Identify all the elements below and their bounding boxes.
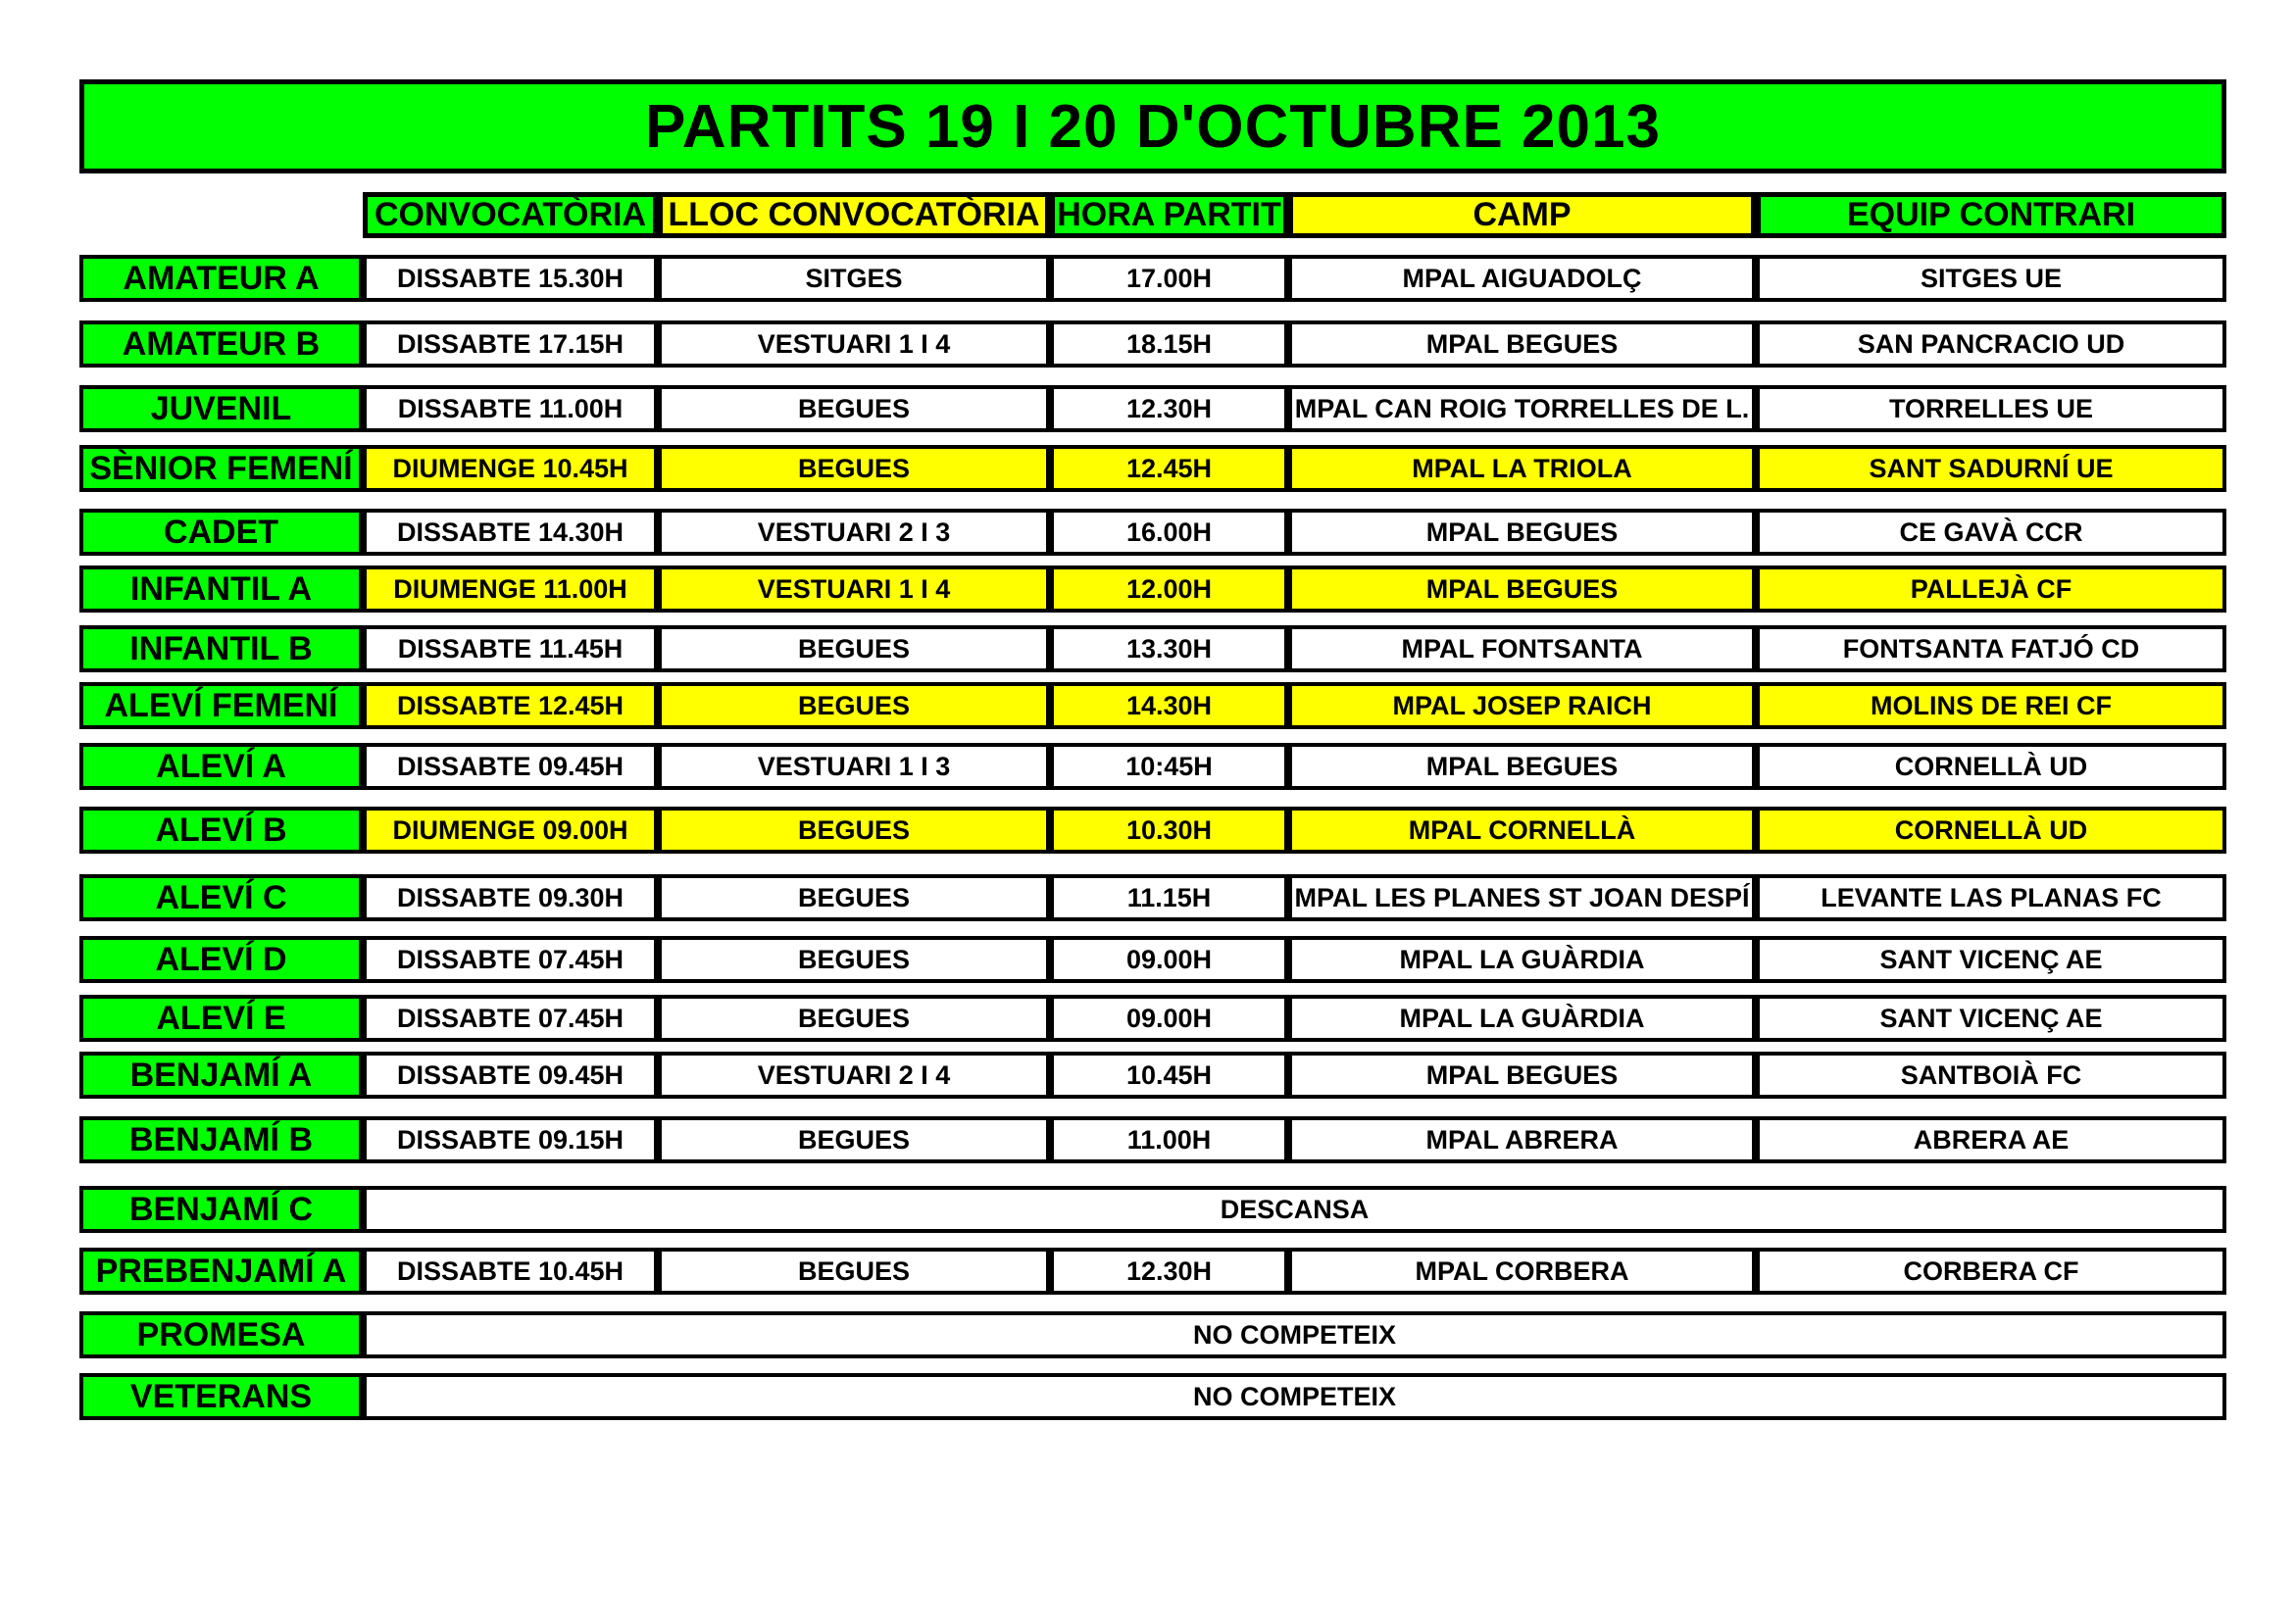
cell-lloc-convocatoria-alevi-b: BEGUES [658,807,1050,854]
page-title: PARTITS 19 I 20 D'OCTUBRE 2013 [79,79,2226,173]
cell-convocatoria-infantil-b: DISSABTE 11.45H [363,625,658,672]
cell-hora-partit-alevi-d: 09.00H [1050,936,1288,983]
cell-equip-contrari-senior-femeni: SANT SADURNÍ UE [1756,445,2226,492]
cell-equip-contrari-benjami-b: ABRERA AE [1756,1116,2226,1163]
cell-lloc-convocatoria-infantil-b: BEGUES [658,625,1050,672]
column-header-camp: CAMP [1288,192,1756,238]
cell-hora-partit-prebenjami-a: 12.30H [1050,1248,1288,1295]
team-label-benjami-c: BENJAMÍ C [79,1186,363,1233]
cell-camp-alevi-femeni: MPAL JOSEP RAICH [1288,682,1756,729]
cell-camp-alevi-b: MPAL CORNELLÀ [1288,807,1756,854]
cell-camp-benjami-a: MPAL BEGUES [1288,1052,1756,1099]
team-label-infantil-b: INFANTIL B [79,625,363,672]
row-status-promesa: NO COMPETEIX [363,1311,2226,1358]
cell-lloc-convocatoria-alevi-c: BEGUES [658,874,1050,921]
cell-equip-contrari-prebenjami-a: CORBERA CF [1756,1248,2226,1295]
team-label-alevi-a: ALEVÍ A [79,743,363,790]
team-label-alevi-d: ALEVÍ D [79,936,363,983]
cell-lloc-convocatoria-alevi-d: BEGUES [658,936,1050,983]
cell-camp-alevi-a: MPAL BEGUES [1288,743,1756,790]
cell-camp-alevi-d: MPAL LA GUÀRDIA [1288,936,1756,983]
team-label-amateur-b: AMATEUR B [79,320,363,368]
team-label-infantil-a: INFANTIL A [79,566,363,613]
cell-equip-contrari-infantil-b: FONTSANTA FATJÓ CD [1756,625,2226,672]
cell-convocatoria-alevi-femeni: DISSABTE 12.45H [363,682,658,729]
row-status-benjami-c: DESCANSA [363,1186,2226,1233]
cell-lloc-convocatoria-amateur-b: VESTUARI 1 I 4 [658,320,1050,368]
cell-lloc-convocatoria-alevi-femeni: BEGUES [658,682,1050,729]
column-header-hora-partit: HORA PARTIT [1050,192,1288,238]
cell-hora-partit-benjami-a: 10.45H [1050,1052,1288,1099]
cell-equip-contrari-amateur-a: SITGES UE [1756,255,2226,302]
cell-lloc-convocatoria-senior-femeni: BEGUES [658,445,1050,492]
cell-camp-benjami-b: MPAL ABRERA [1288,1116,1756,1163]
cell-lloc-convocatoria-benjami-a: VESTUARI 2 I 4 [658,1052,1050,1099]
team-label-senior-femeni: SÈNIOR FEMENÍ [79,445,363,492]
cell-camp-senior-femeni: MPAL LA TRIOLA [1288,445,1756,492]
cell-convocatoria-amateur-a: DISSABTE 15.30H [363,255,658,302]
cell-camp-cadet: MPAL BEGUES [1288,509,1756,556]
team-label-alevi-c: ALEVÍ C [79,874,363,921]
column-header-lloc-convocatoria: LLOC CONVOCATÒRIA [658,192,1050,238]
cell-convocatoria-alevi-a: DISSABTE 09.45H [363,743,658,790]
team-label-cadet: CADET [79,509,363,556]
column-header-convocatoria: CONVOCATÒRIA [363,192,658,238]
cell-convocatoria-alevi-c: DISSABTE 09.30H [363,874,658,921]
cell-camp-infantil-a: MPAL BEGUES [1288,566,1756,613]
column-header-equip-contrari: EQUIP CONTRARI [1756,192,2226,238]
cell-camp-alevi-c: MPAL LES PLANES ST JOAN DESPÍ [1288,874,1756,921]
cell-equip-contrari-infantil-a: PALLEJÀ CF [1756,566,2226,613]
team-label-alevi-femeni: ALEVÍ FEMENÍ [79,682,363,729]
cell-lloc-convocatoria-amateur-a: SITGES [658,255,1050,302]
cell-convocatoria-alevi-b: DIUMENGE 09.00H [363,807,658,854]
cell-convocatoria-juvenil: DISSABTE 11.00H [363,385,658,432]
team-label-amateur-a: AMATEUR A [79,255,363,302]
team-label-alevi-e: ALEVÍ E [79,995,363,1042]
cell-equip-contrari-alevi-b: CORNELLÀ UD [1756,807,2226,854]
cell-camp-prebenjami-a: MPAL CORBERA [1288,1248,1756,1295]
cell-lloc-convocatoria-alevi-e: BEGUES [658,995,1050,1042]
cell-convocatoria-alevi-e: DISSABTE 07.45H [363,995,658,1042]
team-label-prebenjami-a: PREBENJAMÍ A [79,1248,363,1295]
cell-lloc-convocatoria-prebenjami-a: BEGUES [658,1248,1050,1295]
team-label-veterans: VETERANS [79,1373,363,1420]
cell-convocatoria-benjami-a: DISSABTE 09.45H [363,1052,658,1099]
team-label-promesa: PROMESA [79,1311,363,1358]
cell-convocatoria-amateur-b: DISSABTE 17.15H [363,320,658,368]
team-label-benjami-a: BENJAMÍ A [79,1052,363,1099]
cell-lloc-convocatoria-juvenil: BEGUES [658,385,1050,432]
cell-convocatoria-prebenjami-a: DISSABTE 10.45H [363,1248,658,1295]
cell-equip-contrari-alevi-a: CORNELLÀ UD [1756,743,2226,790]
cell-lloc-convocatoria-infantil-a: VESTUARI 1 I 4 [658,566,1050,613]
cell-equip-contrari-juvenil: TORRELLES UE [1756,385,2226,432]
cell-camp-amateur-a: MPAL AIGUADOLÇ [1288,255,1756,302]
cell-camp-juvenil: MPAL CAN ROIG TORRELLES DE L. [1288,385,1756,432]
cell-convocatoria-senior-femeni: DIUMENGE 10.45H [363,445,658,492]
cell-hora-partit-infantil-a: 12.00H [1050,566,1288,613]
team-label-juvenil: JUVENIL [79,385,363,432]
cell-hora-partit-amateur-b: 18.15H [1050,320,1288,368]
cell-hora-partit-juvenil: 12.30H [1050,385,1288,432]
cell-hora-partit-alevi-a: 10:45H [1050,743,1288,790]
cell-convocatoria-infantil-a: DIUMENGE 11.00H [363,566,658,613]
cell-equip-contrari-alevi-e: SANT VICENÇ AE [1756,995,2226,1042]
cell-hora-partit-alevi-b: 10.30H [1050,807,1288,854]
cell-hora-partit-infantil-b: 13.30H [1050,625,1288,672]
cell-hora-partit-cadet: 16.00H [1050,509,1288,556]
cell-hora-partit-alevi-e: 09.00H [1050,995,1288,1042]
cell-lloc-convocatoria-alevi-a: VESTUARI 1 I 3 [658,743,1050,790]
cell-convocatoria-cadet: DISSABTE 14.30H [363,509,658,556]
cell-hora-partit-alevi-c: 11.15H [1050,874,1288,921]
row-status-veterans: NO COMPETEIX [363,1373,2226,1420]
cell-equip-contrari-amateur-b: SAN PANCRACIO UD [1756,320,2226,368]
cell-convocatoria-alevi-d: DISSABTE 07.45H [363,936,658,983]
cell-equip-contrari-benjami-a: SANTBOIÀ FC [1756,1052,2226,1099]
cell-equip-contrari-alevi-femeni: MOLINS DE REI CF [1756,682,2226,729]
cell-lloc-convocatoria-benjami-b: BEGUES [658,1116,1050,1163]
cell-hora-partit-amateur-a: 17.00H [1050,255,1288,302]
cell-equip-contrari-alevi-d: SANT VICENÇ AE [1756,936,2226,983]
cell-hora-partit-senior-femeni: 12.45H [1050,445,1288,492]
team-label-benjami-b: BENJAMÍ B [79,1116,363,1163]
cell-convocatoria-benjami-b: DISSABTE 09.15H [363,1116,658,1163]
cell-camp-amateur-b: MPAL BEGUES [1288,320,1756,368]
cell-lloc-convocatoria-cadet: VESTUARI 2 I 3 [658,509,1050,556]
cell-hora-partit-alevi-femeni: 14.30H [1050,682,1288,729]
cell-hora-partit-benjami-b: 11.00H [1050,1116,1288,1163]
team-label-alevi-b: ALEVÍ B [79,807,363,854]
cell-camp-infantil-b: MPAL FONTSANTA [1288,625,1756,672]
cell-camp-alevi-e: MPAL LA GUÀRDIA [1288,995,1756,1042]
cell-equip-contrari-cadet: CE GAVÀ CCR [1756,509,2226,556]
cell-equip-contrari-alevi-c: LEVANTE LAS PLANAS FC [1756,874,2226,921]
